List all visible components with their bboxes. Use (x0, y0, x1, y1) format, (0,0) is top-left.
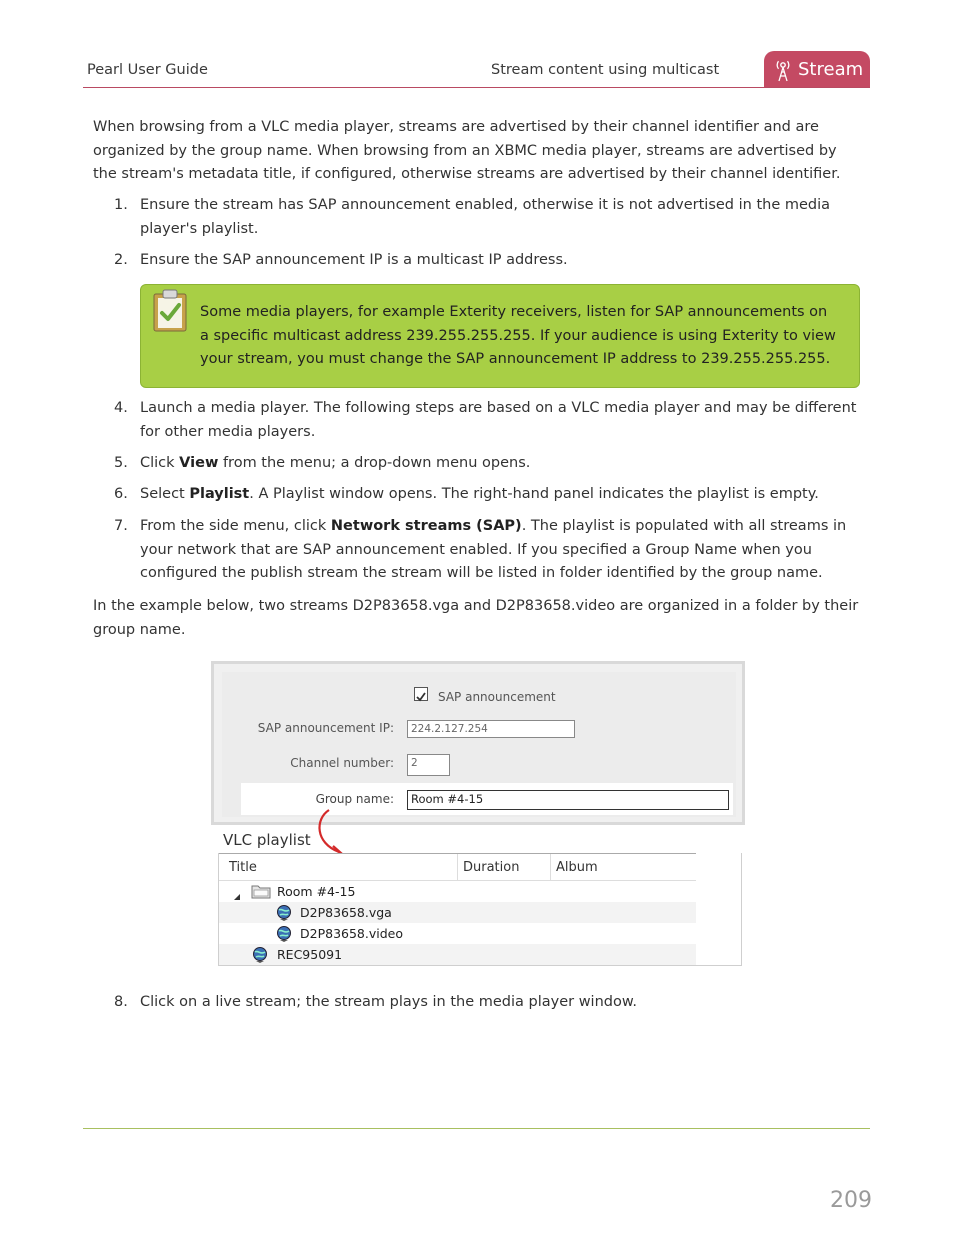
footer-rule (83, 1128, 870, 1129)
folder-icon (251, 883, 271, 903)
menu-name: Network streams (SAP) (330, 518, 522, 534)
column-album[interactable]: Album (556, 860, 598, 875)
step-text: Select Playlist. A Playlist window opens. The right-hand panel indicates the playlist is empty. (140, 486, 819, 502)
step-text: Click on a live stream; the stream plays in the media player window. (140, 994, 637, 1010)
step-text: Launch a media player. The following steps are based on a VLC media player and may be different for other media players. (140, 400, 857, 440)
page-number: 209 (830, 1188, 872, 1213)
step-number: 6. (114, 486, 128, 502)
step-number: 1. (114, 197, 128, 213)
sap-settings-panel (211, 661, 745, 825)
menu-name: Playlist (189, 486, 250, 502)
step-number: 5. (114, 455, 128, 471)
menu-name: View (179, 455, 219, 471)
stream-name: REC95091 (277, 947, 343, 962)
sap-announcement-checkbox[interactable] (414, 687, 428, 701)
stream-name: D2P83658.video (300, 926, 403, 941)
section-title: Stream content using multicast (491, 62, 720, 78)
sap-ip-input[interactable]: 224.2.127.254 (407, 720, 575, 738)
playlist-header (219, 853, 696, 881)
example-paragraph: In the example below, two streams D2P83658.vga and D2P83658.video are organized in a folder by their group name. (93, 598, 859, 638)
vlc-playlist-table (218, 853, 742, 966)
step-text: Click View from the menu; a drop-down menu opens. (140, 455, 531, 471)
table-row[interactable] (219, 881, 696, 902)
broadcast-tower-icon (774, 58, 792, 82)
table-row[interactable] (219, 944, 696, 965)
sap-playlist-screenshot (211, 661, 747, 967)
network-globe-icon (251, 946, 269, 968)
sap-announcement-label: SAP announcement (438, 690, 556, 704)
group-name-label: Group name: (315, 792, 394, 806)
step-text: Ensure the stream has SAP announcement enabled, otherwise it is not advertised in the media player's playlist. (140, 197, 831, 237)
note-text: Some media players, for example Exterity receivers, listen for SAP announcements on a specific multicast address 239.255.255.255. If your audience is using Exterity to view your stream, you must change the SAP announcement IP address to 239.255.255.255. (200, 304, 836, 367)
playlist-folder-name: Room #4-15 (277, 884, 356, 899)
intro-paragraph: When browsing from a VLC media player, streams are advertised by their channel identifier and are organized by the group name. When browsing from an XBMC media player, streams are advertised by the stream's metadata title, if configured, otherwise streams are advertised by their channel identifier. (93, 119, 841, 182)
stream-section-tab (764, 51, 870, 88)
step-number: 7. (114, 518, 128, 534)
vlc-playlist-title: VLC playlist (223, 831, 311, 849)
table-row[interactable] (219, 902, 696, 923)
stream-name: D2P83658.vga (300, 905, 392, 920)
step-number: 4. (114, 400, 128, 416)
stream-tab-label: Stream (798, 59, 864, 80)
header-rule (83, 87, 870, 88)
sap-ip-label: SAP announcement IP: (257, 721, 394, 735)
group-name-input[interactable]: Room #4-15 (407, 790, 729, 810)
note-box (140, 284, 860, 388)
column-title[interactable]: Title (229, 860, 257, 875)
step-number: 8. (114, 994, 128, 1010)
clipboard-check-icon (152, 289, 188, 337)
table-row[interactable] (219, 923, 696, 944)
step-text: From the side menu, click Network streams (SAP). The playlist is populated with all streams in your network that are SAP announcement enabled. If you specified a Group Name when you configured the publish stream the stream will be listed in folder identified by the group name. (140, 518, 847, 581)
column-duration[interactable]: Duration (463, 860, 520, 875)
guide-title: Pearl User Guide (87, 62, 208, 78)
step-text: Ensure the SAP announcement IP is a multicast IP address. (140, 252, 568, 268)
channel-number-input[interactable]: 2 (407, 754, 450, 776)
step-number: 2. (114, 252, 128, 268)
channel-number-label: Channel number: (290, 756, 394, 770)
